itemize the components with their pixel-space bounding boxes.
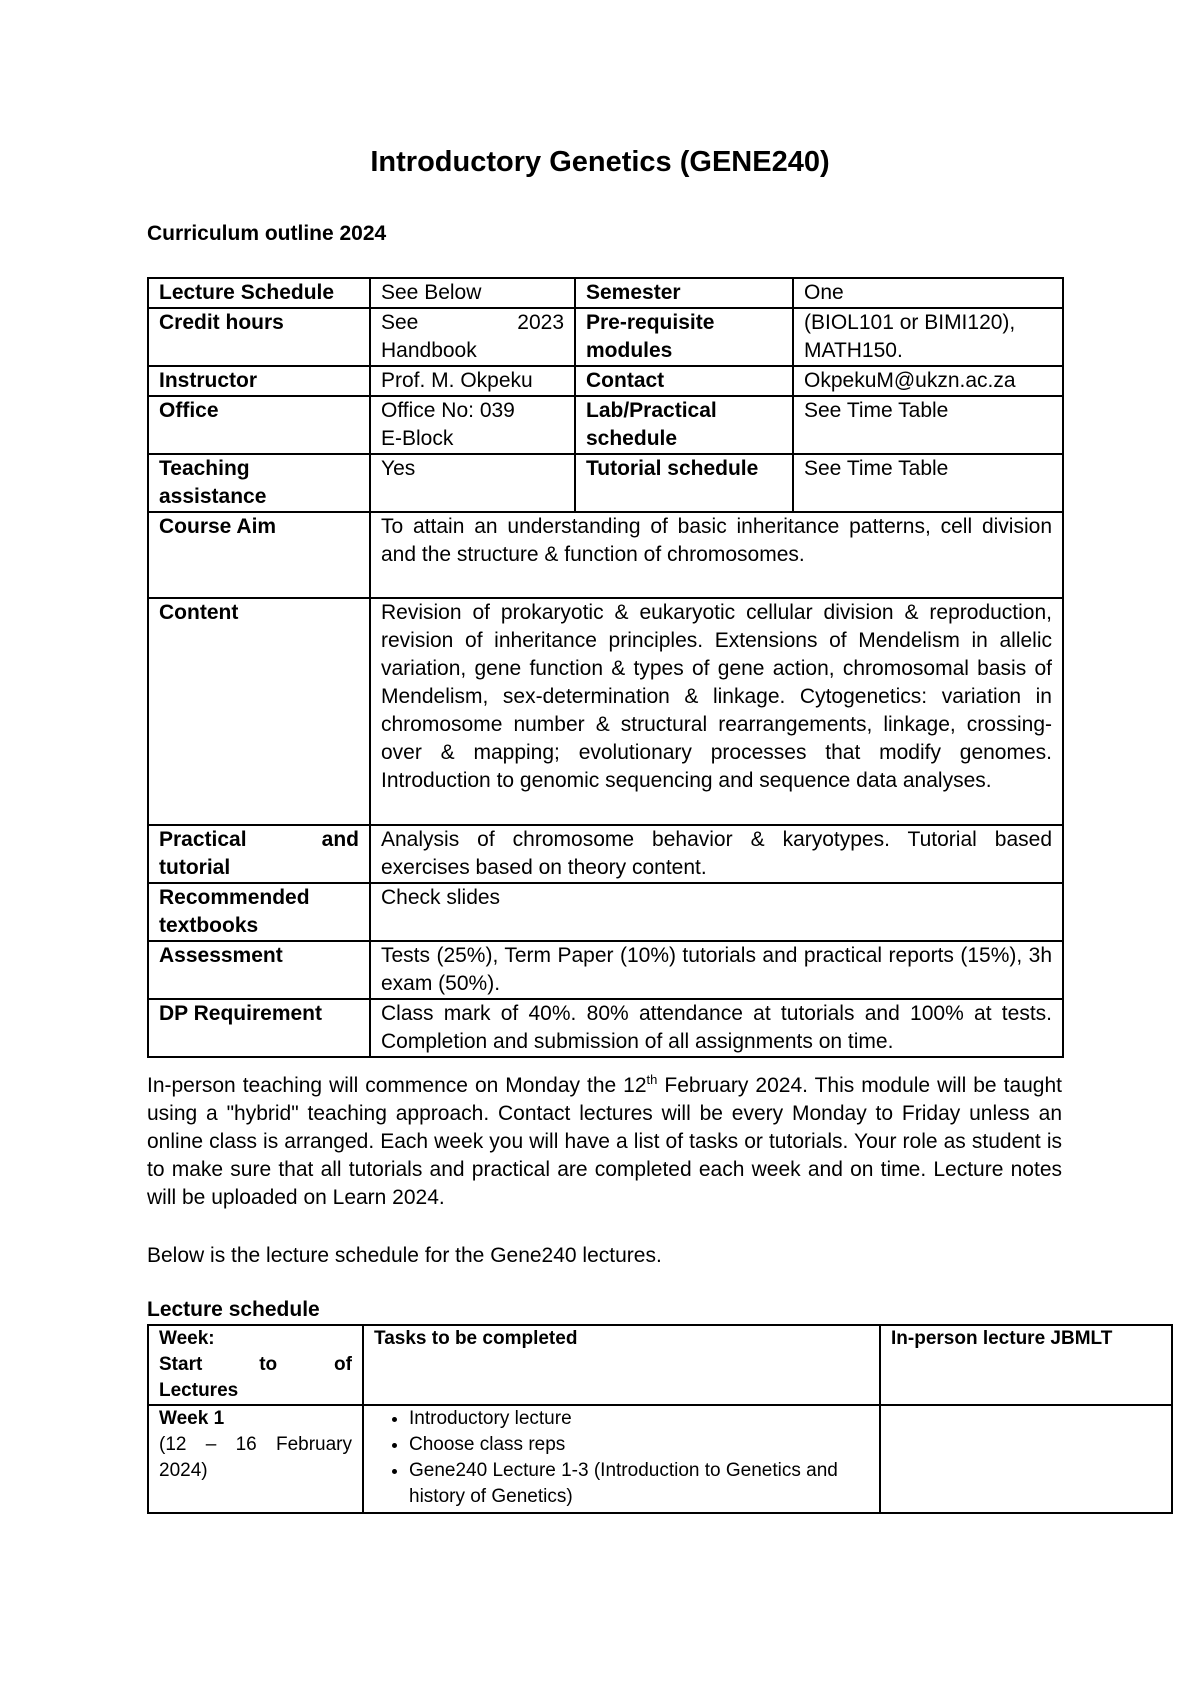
intro-text-part1: In-person teaching will commence on Monday the 12 — [147, 1074, 647, 1097]
assessment-label: Assessment — [148, 941, 370, 999]
week-number: Week 1 — [159, 1408, 225, 1429]
practical-label-line1: Practical and — [159, 828, 359, 851]
table-row — [148, 598, 1063, 825]
list-item: • Choose class reps — [409, 1432, 869, 1458]
curriculum-subtitle: Curriculum outline 2024 — [147, 222, 387, 245]
lecture-schedule-heading: Lecture schedule — [147, 1298, 320, 1321]
lecture-cell — [880, 1405, 1172, 1513]
schedule-intro-text: Below is the lecture schedule for the Gene240 lectures. — [147, 1244, 662, 1267]
list-item: • Introductory lecture — [409, 1406, 869, 1432]
dp-requirement-label: DP Requirement — [148, 999, 370, 1057]
credit-hours-label: Credit hours — [148, 308, 370, 366]
content-value: Revision of prokaryotic & eukaryotic cellular division & reproduction, revision of inheritance principles. Extensions of Mendelism in allelic variation, gene function & types of gene action, chromosomal basis of Mendelism, sex-determination & linkage. Cytogenetics: variation in chromosome number & structural rearrangements, linkage, crossing-over & mapping; evolutionary processes that modify genomes. Introduction to genomic sequencing and sequence data analyses. — [370, 598, 1063, 825]
lab-practical-value: See Time Table — [793, 396, 1063, 454]
table-row — [148, 883, 1063, 941]
table-row — [148, 278, 1063, 308]
tasks-column-header: Tasks to be completed — [363, 1325, 880, 1405]
credit-hours-line2: Handbook — [381, 339, 477, 362]
semester-label: Semester — [575, 278, 793, 308]
instructor-value: Prof. M. Okpeku — [370, 366, 575, 396]
schedule-header-row — [148, 1325, 1172, 1405]
office-line1: Office No: 039 — [381, 399, 515, 422]
office-line2: E-Block — [381, 427, 454, 450]
prerequisite-label: Pre-requisite modules — [575, 308, 793, 366]
intro-superscript: th — [646, 1072, 658, 1087]
intro-text-part2: February 2024. This module will be taught using a "hybrid" teaching approach. Contact lectures will be every Monday to Friday unless an online class is arranged. Each week you will have a list of tasks or tutorials. Your role as student is to make sure that all tutorials and practical are completed each week and on time. Lecture notes will be uploaded on Learn 2024. — [147, 1074, 1062, 1209]
teaching-assistance-label: Teaching assistance — [148, 454, 370, 512]
contact-label: Contact — [575, 366, 793, 396]
content-label: Content — [148, 598, 370, 825]
lecture-schedule-value: See Below — [370, 278, 575, 308]
course-info-table — [147, 277, 1064, 1058]
course-aim-label: Course Aim — [148, 512, 370, 598]
table-row — [148, 512, 1063, 598]
table-row — [148, 308, 1063, 366]
practical-tutorial-label — [148, 825, 370, 883]
teaching-assistance-value: Yes — [370, 454, 575, 512]
credit-hours-value — [370, 308, 575, 366]
list-item: • Gene240 Lecture 1-3 (Introduction to Genetics and history of Genetics) — [409, 1458, 869, 1510]
page-title: Introductory Genetics (GENE240) — [370, 146, 830, 178]
week-header-line1: Week: — [159, 1328, 215, 1349]
lecture-schedule-table — [147, 1324, 1173, 1514]
intro-paragraph — [147, 1072, 1062, 1212]
textbooks-value: Check slides — [370, 883, 1063, 941]
tutorial-schedule-label: Tutorial schedule — [575, 454, 793, 512]
dp-requirement-value: Class mark of 40%. 80% attendance at tutorials and 100% at tests. Completion and submission of all assignments on time. — [370, 999, 1063, 1057]
table-row — [148, 454, 1063, 512]
lecture-column-header: In-person lecture JBMLT — [880, 1325, 1172, 1405]
prerequisite-value: (BIOL101 or BIMI120), MATH150. — [793, 308, 1063, 366]
table-row — [148, 396, 1063, 454]
semester-value: One — [793, 278, 1063, 308]
week-header-line2: Start to of — [159, 1354, 352, 1375]
instructor-label: Instructor — [148, 366, 370, 396]
week-column-header — [148, 1325, 363, 1405]
contact-email[interactable]: OkpekuM@ukzn.ac.za — [793, 366, 1063, 396]
week-cell — [148, 1405, 363, 1513]
tutorial-schedule-value: See Time Table — [793, 454, 1063, 512]
table-row — [148, 825, 1063, 883]
table-row — [148, 999, 1063, 1057]
table-row — [148, 366, 1063, 396]
practical-tutorial-value: Analysis of chromosome behavior & karyotypes. Tutorial based exercises based on theory content. — [370, 825, 1063, 883]
credit-hours-line1: See 2023 — [381, 311, 564, 334]
week-header-line3: Lectures — [159, 1380, 239, 1401]
task-list — [374, 1406, 869, 1510]
table-row — [148, 1405, 1172, 1513]
table-row — [148, 941, 1063, 999]
assessment-value: Tests (25%), Term Paper (10%) tutorials and practical reports (15%), 3h exam (50%). — [370, 941, 1063, 999]
lab-practical-label: Lab/Practical schedule — [575, 396, 793, 454]
week-dates: (12 – 16 February 2024) — [159, 1434, 352, 1481]
office-label: Office — [148, 396, 370, 454]
textbooks-label: Recommended textbooks — [148, 883, 370, 941]
course-aim-value: To attain an understanding of basic inheritance patterns, cell division and the structure & function of chromosomes. — [370, 512, 1063, 598]
tasks-cell — [363, 1405, 880, 1513]
lecture-schedule-label: Lecture Schedule — [148, 278, 370, 308]
office-value — [370, 396, 575, 454]
practical-label-line2: tutorial — [159, 856, 231, 879]
